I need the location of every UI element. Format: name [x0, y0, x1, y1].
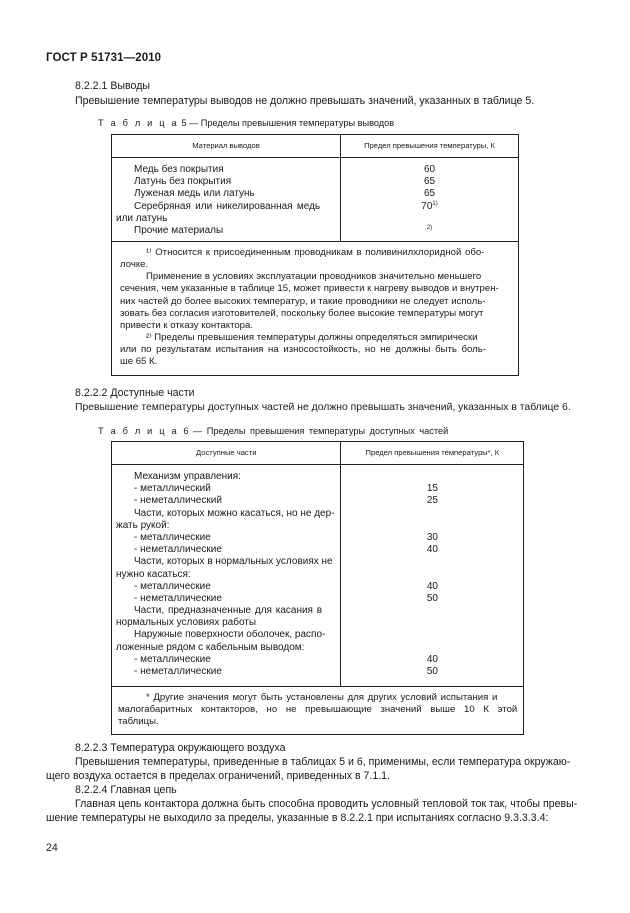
- table5-values-cell: [341, 158, 519, 242]
- table5-note-line: ²⁾ Пределы превышения температуры должны определяться эмпирически: [146, 331, 478, 343]
- table5-note-line: лочке.: [120, 259, 149, 271]
- table6-value: 40: [426, 653, 438, 665]
- table5-caption: [98, 118, 394, 128]
- table6-line: - неметаллические: [134, 666, 222, 677]
- table5-row-material-cont: или латунь: [116, 212, 168, 224]
- table6-header-parts: Доступные части: [112, 442, 341, 465]
- table6-value: [341, 605, 523, 617]
- document-header: ГОСТ Р 51731—2010: [46, 52, 162, 64]
- table5-materials-cell: [112, 158, 341, 242]
- table5-note-line: ше 65 К.: [120, 355, 158, 367]
- table6-values-cell: [341, 465, 524, 687]
- table6-value: [341, 508, 523, 520]
- table6-value: 40: [426, 544, 438, 556]
- table6-value: 40: [426, 580, 438, 592]
- footnote-ref-1: 1): [432, 200, 438, 207]
- table6-line: жать рукой:: [116, 519, 170, 531]
- table5-note-line: зовать без согласия изготовителей, поскольку более высокие температуры могут: [120, 307, 484, 319]
- section-8223-text-line1: Превышения температуры, приведенные в таблицах 5 и 6, применимы, если температура окружаю-: [75, 756, 571, 768]
- table6-caption-prefix: Т а б л и ц а: [98, 426, 179, 436]
- table6-line: ложенные рядом с кабельным выводом:: [116, 641, 305, 653]
- table6-value: [341, 569, 523, 581]
- table5-row-value: 65: [423, 188, 436, 200]
- table6-line: Наружные поверхности оболочек, распо-: [134, 629, 326, 641]
- table5-row-material: Медь без покрытия: [134, 164, 224, 175]
- table6-line: - металлические: [134, 580, 211, 592]
- table5-note-line: или по результатам испытания на износостойкость, но не должны быть боль-: [120, 343, 486, 355]
- table6-caption: [98, 426, 448, 436]
- table6-line: - металлические: [134, 531, 211, 543]
- table6-line: нормальных условиях работы: [116, 617, 257, 629]
- table6-line: - неметаллический: [134, 495, 222, 507]
- section-8224-heading: 8.2.2.4 Главная цепь: [75, 784, 177, 796]
- table6-value: [341, 471, 523, 483]
- table6-notes: [112, 687, 524, 735]
- footnote-ref-2: 2): [426, 224, 433, 231]
- table-6: [111, 441, 524, 735]
- table6-value: [341, 642, 523, 654]
- table5-row-material: Прочие материалы: [134, 224, 224, 236]
- table5-row-material: Серебряная или никелированная медь: [134, 200, 321, 212]
- table5-value-70: 70: [421, 200, 433, 212]
- table6-note-line: таблицы.: [118, 716, 159, 728]
- section-8224-text-line1: Главная цепь контактора должна быть способна проводить условный тепловой ток так, чтобы превы-: [75, 798, 578, 810]
- table6-line: Части, предназначенные для касания в: [134, 605, 323, 617]
- table6-note-line: * Другие значения могут быть установлены для других условий испытания и: [146, 692, 498, 704]
- table5-note-line: ¹⁾ Относится к присоединенным проводникам в поливинилхлоридной обо-: [146, 247, 485, 259]
- section-8223-text-line2: щего воздуха остается в пределах ограничений, приведенных в 7.1.1.: [46, 770, 391, 782]
- section-8224-text-line2: шение температуры не выходило за пределы, указанные в 8.2.2.1 при испытаниях согласно 9.3.3.3.4:: [46, 812, 549, 824]
- section-8222-text: Превышение температуры доступных частей не должно превышать значений, указанных в таблице 6.: [75, 402, 571, 413]
- table5-notes: [112, 242, 519, 376]
- table6-value: [341, 556, 523, 568]
- table6-value: 15: [426, 483, 438, 495]
- section-8222-heading: 8.2.2.2 Доступные части: [75, 387, 195, 399]
- section-8221-heading: 8.2.2.1 Выводы: [75, 80, 150, 92]
- table6-line: - металлические: [134, 653, 211, 665]
- table6-line: нужно касаться:: [116, 568, 191, 580]
- table5-row-material: Луженая медь или латунь: [134, 188, 255, 200]
- table6-note-line: малогабаритных контакторов, но не превышающие значений выше 10 К этой: [118, 704, 518, 716]
- table6-line: - неметаллические: [134, 592, 222, 604]
- table6-line: Механизм управления:: [134, 471, 241, 482]
- table5-header-material: Материал выводов: [112, 135, 341, 158]
- table6-value: [341, 629, 523, 641]
- table5-row-value: 65: [423, 176, 436, 188]
- table5-row-value: [341, 201, 518, 213]
- table6-line: - металлический: [134, 483, 211, 495]
- table6-value: [341, 617, 523, 629]
- table6-line: - неметаллические: [134, 544, 222, 556]
- table6-header-limit: Предел превышения температуры*, К: [341, 442, 524, 465]
- table6-caption-title: 6 — Пределы превышения температуры доступных частей: [178, 426, 449, 436]
- table6-value: 25: [426, 495, 438, 507]
- page-number: 24: [46, 842, 58, 854]
- table5-caption-prefix: Т а б л и ц а: [98, 118, 179, 128]
- table6-line: Части, которых можно касаться, но не дер-: [134, 507, 335, 519]
- table6-value: 30: [426, 531, 438, 543]
- section-8223-heading: 8.2.2.3 Температура окружающего воздуха: [75, 742, 286, 754]
- table5-note-line: привести к отказу контактора.: [120, 319, 254, 331]
- table6-value: 50: [426, 666, 438, 677]
- table5-header-limit: Предел превышения температуры, К: [341, 135, 519, 158]
- table-5: [111, 134, 519, 376]
- table5-note-line: Применение в условиях эксплуатации проводников значительно меньшего: [146, 271, 482, 283]
- table5-note-line: них частей до более высоких температур, и такие проводники не следует исполь-: [120, 295, 486, 307]
- table6-value: [341, 520, 523, 532]
- table6-parts-cell: [112, 465, 341, 687]
- table6-line: Части, которых в нормальных условиях не: [134, 556, 333, 568]
- table6-value: 50: [426, 592, 438, 604]
- table5-row-value: 60: [423, 164, 436, 175]
- table5-caption-title: 5 — Пределы превышения температуры выводов: [178, 118, 395, 128]
- table5-row-material: Латунь без покрытия: [134, 176, 232, 188]
- table5-note-line: сечения, чем указанные в таблице 15, может привести к нагреву выводов и внутрен-: [120, 283, 499, 295]
- section-8221-text: Превышение температуры выводов не должно превышать значений, указанных в таблице 5.: [75, 95, 535, 107]
- table5-row-value: [341, 225, 518, 237]
